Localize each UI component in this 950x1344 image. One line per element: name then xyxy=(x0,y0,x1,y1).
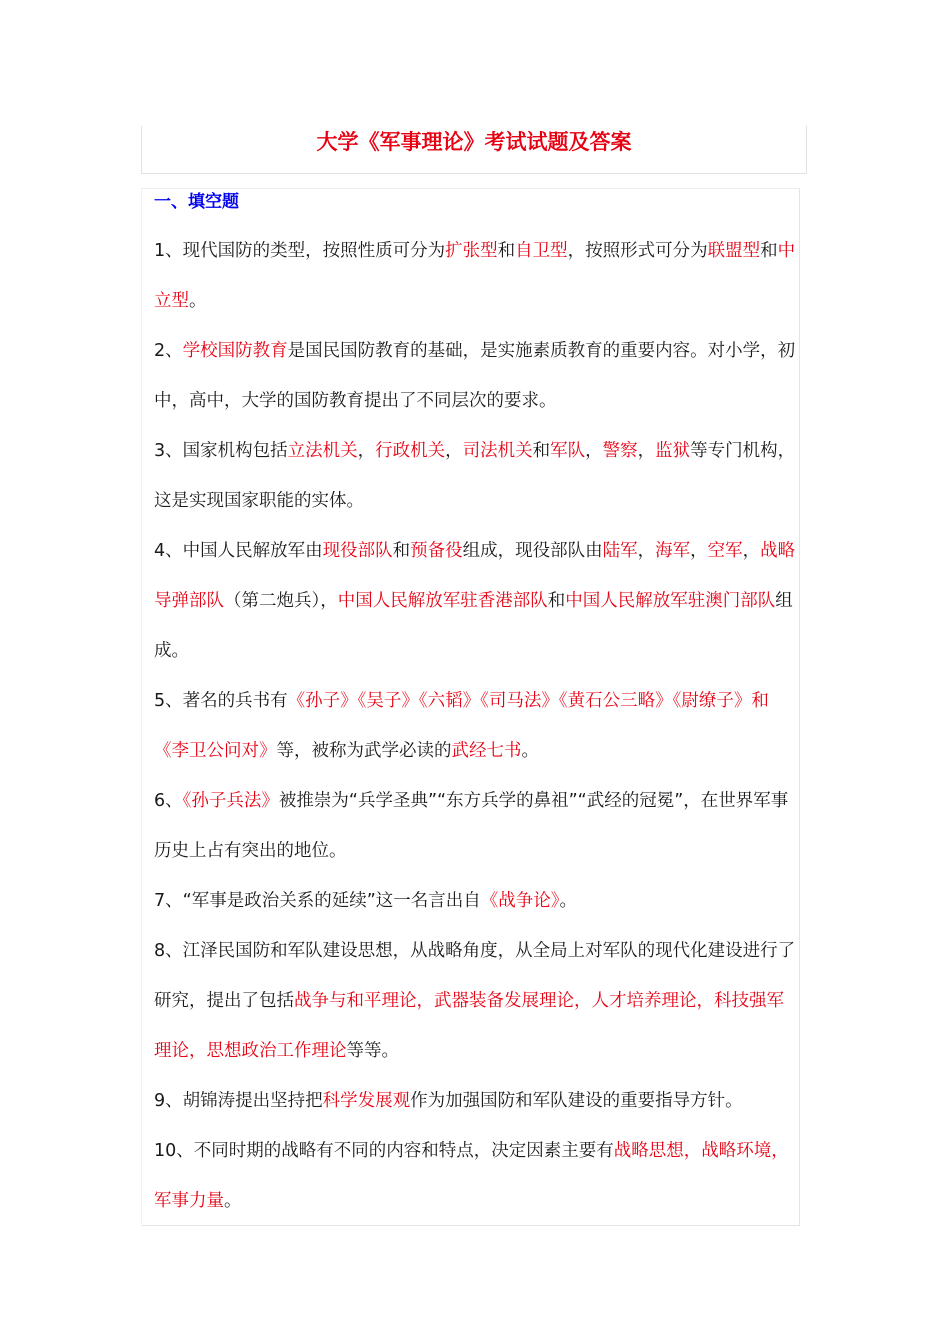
question-text: 和 xyxy=(547,591,566,611)
answer-text: 自卫型 xyxy=(515,241,568,261)
question-text: 1、现代国防的类型，按照性质可分为 xyxy=(154,241,446,261)
question-text: ， xyxy=(585,441,603,461)
question-item xyxy=(154,326,800,426)
question-text: 。 xyxy=(189,291,207,311)
question-text: 组成，现役部队由 xyxy=(462,541,603,561)
question-text: 5、著名的兵书有 xyxy=(154,691,288,711)
question-text: 9、胡锦涛提出坚持把 xyxy=(154,1091,323,1111)
question-text: 被推崇为“兵学圣典”“东方兵学的鼻祖”“武经的冠冕”，在世界军事历史上占有突出的地位。 xyxy=(154,791,789,861)
answer-text: 海军 xyxy=(655,541,691,561)
question-text: 。 xyxy=(559,891,578,911)
answer-text: 空军 xyxy=(707,541,743,561)
question-text: （第二炮兵）， xyxy=(224,591,338,611)
question-text: 和 xyxy=(497,241,516,261)
question-text: ，按照形式可分为 xyxy=(567,241,708,261)
content-box xyxy=(141,188,800,1226)
question-text: ， xyxy=(742,541,761,561)
question-item xyxy=(154,1126,800,1226)
question-text: ， xyxy=(637,441,656,461)
question-text: 2、 xyxy=(154,341,183,361)
answer-text: 战争与和平理论，武器装备发展理论，人才培养理论，科技强军理论，思想政治工作理论 xyxy=(154,991,784,1061)
question-text: ， xyxy=(445,441,463,461)
answer-text: 陆军 xyxy=(602,541,638,561)
answer-text: 现役部队 xyxy=(322,541,393,561)
question-item xyxy=(154,1076,800,1126)
answer-text: 司法机关 xyxy=(462,441,533,461)
question-text: 和 xyxy=(532,441,551,461)
question-text: 4、中国人民解放军由 xyxy=(154,541,323,561)
question-item xyxy=(154,926,800,1076)
answer-text: 《孙子》《吴子》《六韬》《司马法》《黄石公三略》《尉缭子》和《李卫公问对》 xyxy=(154,691,769,761)
answer-text: 《战争论》 xyxy=(480,891,560,911)
question-text: 是国民国防教育的基础，是实施素质教育的重要内容。对小学，初中，高中，大学的国防教育提出了不同层次的要求。 xyxy=(154,341,796,411)
question-text: 作为加强国防和军队建设的重要指导方针。 xyxy=(410,1091,743,1111)
answer-text: 中立型 xyxy=(154,241,796,311)
answer-text: 预备役 xyxy=(410,541,463,561)
question-text: 。 xyxy=(521,741,539,761)
answer-text: 军队 xyxy=(550,441,586,461)
question-item xyxy=(154,676,800,776)
answer-text: 联盟型 xyxy=(707,241,761,261)
answer-text: 战略导弹部队 xyxy=(154,541,796,611)
question-text: 10、不同时期的战略有不同的内容和特点，决定因素主要有 xyxy=(154,1141,614,1161)
answer-text: 科学发展观 xyxy=(322,1091,411,1111)
answer-text: 中国人民解放军驻香港部队 xyxy=(337,591,548,611)
question-item xyxy=(154,526,800,676)
question-text: ， xyxy=(637,541,656,561)
question-item xyxy=(154,426,800,526)
question-text: 8、江泽民国防和军队建设思想，从战略角度，从全局上对军队的现代化建设进行了研究，提出了包括 xyxy=(154,941,796,1011)
question-text: 等专门机构，这是实现国家职能的实体。 xyxy=(154,441,796,511)
question-item xyxy=(154,776,800,876)
title-box xyxy=(141,126,807,174)
question-text: 等，被称为武学必读的 xyxy=(276,741,452,761)
answer-text: 武经七书 xyxy=(451,741,522,761)
question-item xyxy=(154,226,800,326)
answer-text: 扩张型 xyxy=(445,241,498,261)
answer-text: 战略思想，战略环境，军事力量 xyxy=(154,1141,789,1211)
page-title: 大学《军事理论》考试试题及答案 xyxy=(316,130,632,154)
answer-text: 中国人民解放军驻澳门部队 xyxy=(565,591,776,611)
question-text: 等等。 xyxy=(346,1041,399,1061)
question-text: 和 xyxy=(760,241,778,261)
question-item xyxy=(154,876,800,926)
question-text: ， xyxy=(690,541,708,561)
answer-text: 行政机关 xyxy=(375,441,446,461)
question-text: 6、 xyxy=(154,791,183,811)
question-text: 组成。 xyxy=(154,591,793,661)
question-text: 和 xyxy=(392,541,411,561)
question-text: ， xyxy=(357,441,376,461)
answer-text: 立法机关 xyxy=(287,441,358,461)
question-text: 3、国家机构包括 xyxy=(154,441,288,461)
answer-text: 学校国防教育 xyxy=(182,341,288,361)
answer-text: 监狱 xyxy=(655,441,691,461)
answer-text: 警察 xyxy=(602,441,638,461)
answer-text: 《孙子兵法》 xyxy=(182,791,279,811)
section-heading: 一、填空题 xyxy=(154,192,239,212)
question-text: 。 xyxy=(224,1191,242,1211)
question-text: 7、“军事是政治关系的延续”这一名言出自 xyxy=(154,891,481,911)
question-list xyxy=(154,226,800,1226)
